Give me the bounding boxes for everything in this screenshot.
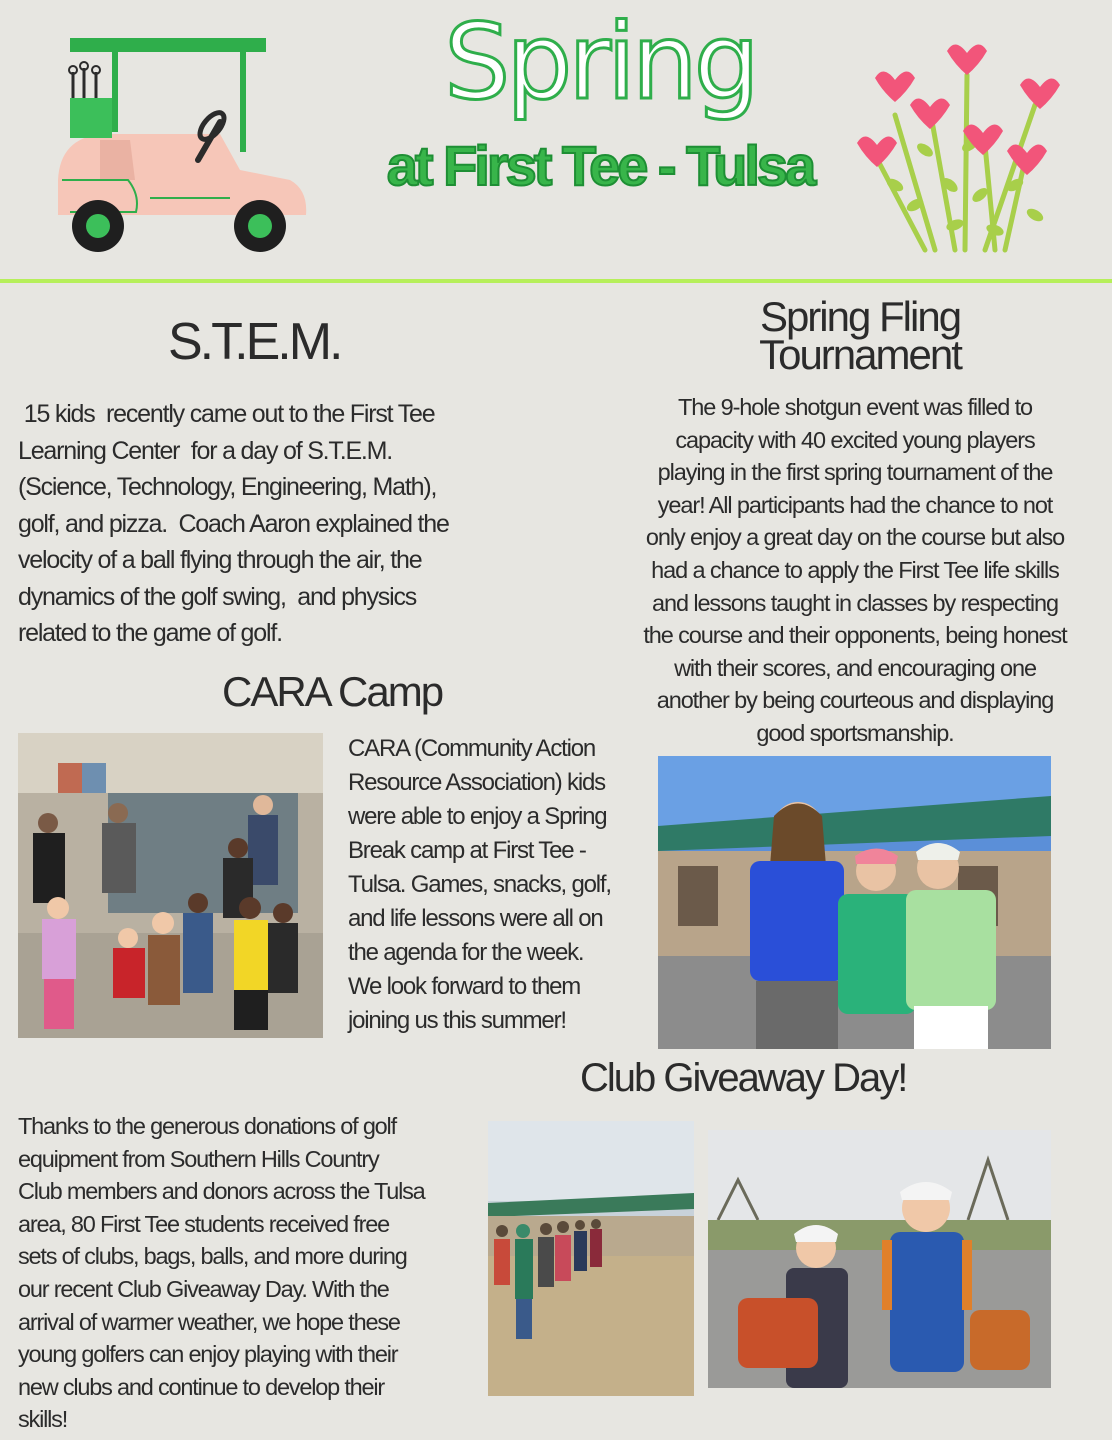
text-line: our recent Club Giveaway Day. With the	[18, 1275, 389, 1302]
text-line: velocity of a ball flying through the air, the	[18, 546, 422, 574]
text-line: equipment from Southern Hills Country	[18, 1145, 379, 1172]
text-line: playing in the first spring tournament of the	[657, 459, 1053, 486]
text-line: Thanks to the generous donations of golf	[18, 1113, 396, 1139]
text-line: golf, and pizza. Coach Aaron explained the	[18, 509, 449, 538]
flowers-icon	[855, 35, 1075, 255]
text-line: (Science, Technology, Engineering, Math),	[18, 473, 437, 501]
text-line: capacity with 40 excited young players	[675, 426, 1035, 453]
text-line: Break camp at First Tee -	[348, 837, 586, 864]
text-line: area, 80 First Tee students received free	[18, 1210, 389, 1237]
cara-camp-text	[348, 732, 644, 1038]
text-line: arrival of warmer weather, we hope these	[18, 1308, 400, 1335]
text-line: young golfers can enjoy playing with their	[18, 1341, 398, 1368]
text-line: related to the game of golf.	[18, 619, 282, 647]
text-line: 15 kids recently came out to the First Tee	[18, 400, 435, 428]
text-line: Resource Association) kids	[348, 769, 605, 796]
text-line: and lessons taught in classes by respecting	[652, 589, 1058, 616]
club-giveaway-text	[18, 1110, 488, 1436]
text-line: had a chance to apply the First Tee life skills	[651, 556, 1059, 583]
cara-camp-heading: CARA Camp	[222, 668, 443, 715]
text-line: We look forward to them	[348, 973, 581, 1000]
club-giveaway-heading: Club Giveaway Day!	[580, 1056, 907, 1100]
text-line: the agenda for the week.	[348, 939, 584, 966]
text-line: and life lessons were all on	[348, 905, 603, 932]
page-subtitle: at First Tee - Tulsa	[386, 134, 814, 197]
text-line: Tulsa. Games, snacks, golf,	[348, 871, 611, 898]
text-line: The 9-hole shotgun event was filled to	[677, 394, 1033, 420]
spring-fling-photo	[658, 756, 1051, 1049]
cara-camp-photo	[18, 733, 323, 1038]
stem-heading: S.T.E.M.	[168, 313, 341, 371]
club-giveaway-kids-photo	[708, 1130, 1051, 1388]
text-line: joining us this summer!	[348, 1007, 566, 1034]
heading-line: Spring Fling	[759, 293, 961, 340]
text-line: Club members and donors across the Tulsa	[18, 1178, 425, 1205]
text-line: were able to enjoy a Spring	[348, 803, 607, 830]
text-line: only enjoy a great day on the course but also	[645, 524, 1065, 551]
text-line: another by being courteous and displaying	[656, 687, 1054, 714]
golf-cart-icon	[40, 30, 320, 260]
spring-fling-text	[618, 391, 1092, 750]
heading-line: Tournament	[759, 331, 961, 378]
text-line: CARA (Community Action	[348, 735, 596, 762]
text-line: with their scores, and encouraging one	[674, 654, 1036, 681]
text-line: the course and their opponents, being honest	[643, 622, 1067, 649]
text-line: Learning Center for a day of S.T.E.M.	[18, 436, 393, 465]
text-line: skills!	[18, 1406, 68, 1433]
text-line: sets of clubs, bags, balls, and more during	[18, 1243, 407, 1270]
text-line: new clubs and continue to develop their	[18, 1373, 385, 1400]
spring-fling-heading	[700, 293, 1020, 378]
stem-text	[18, 396, 538, 652]
page-title: Spring	[444, 1, 756, 123]
text-line: year! All participants had the chance to not	[657, 491, 1053, 518]
header-divider	[0, 279, 1112, 283]
text-line: good sportsmanship.	[756, 719, 954, 746]
text-line: dynamics of the golf swing, and physics	[18, 582, 417, 611]
club-giveaway-line-photo	[488, 1121, 694, 1396]
